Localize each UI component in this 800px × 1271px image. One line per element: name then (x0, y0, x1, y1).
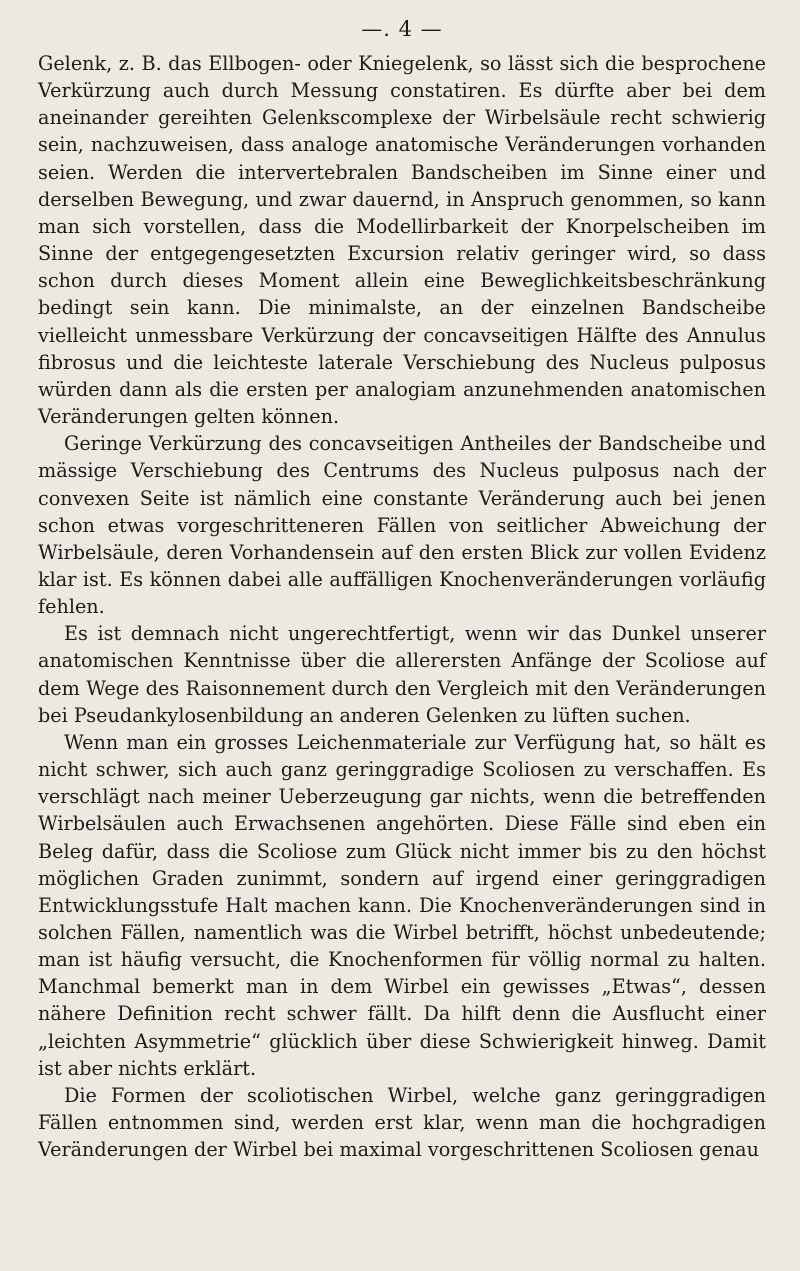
paragraph-5: Die Formen der scoliotischen Wirbel, welche ganz geringgradigen Fällen entnommen sind, werden erst klar, wenn man die hochgradigen Veränderungen der Wirbel bei maximal vorgeschrittenen Scoliosen genau (38, 1083, 766, 1162)
paragraph-3: Es ist demnach nicht ungerechtfertigt, wenn wir das Dunkel unserer anatomischen Kenntnisse über die allerersten Anfänge der Scoliose auf dem Wege des Raisonnement durch den Vergleich mit den Veränderungen bei Pseudankylosenbildung an anderen Gelenken zu lüften suchen. (38, 622, 766, 727)
page-number: —. 4 — (361, 17, 443, 41)
paragraph-2: Geringe Verkürzung des concavseitigen Antheiles der Bandscheibe und mässige Verschiebung des Centrums des Nucleus pulposus nach der convexen Seite ist nämlich eine constante Veränderung auch bei jenen schon etwas vorgeschritteneren Fällen von seitlicher Abweichung der Wirbelsäule, deren Vorhandensein auf den ersten Blick zur vollen Evidenz klar ist. Es können dabei alle auffälligen Knochenveränderungen vorläufig fehlen. (38, 432, 766, 619)
body-text (38, 50, 766, 1163)
paragraph-1: Gelenk, z. B. das Ellbogen- oder Kniegelenk, so lässt sich die besprochene Verkürzung auch durch Messung constatiren. Es dürfte aber bei dem aneinander gereihten Gelenkscomplexe der Wirbelsäule recht schwierig sein, nachzuweisen, dass analoge anatomische Veränderungen vorhanden seien. Werden die intervertebralen Bandscheiben im Sinne einer und derselben Bewegung, und zwar dauernd, in Anspruch genommen, so kann man sich vorstellen, dass die Modellirbarkeit der Knorpelscheiben im Sinne der entgegengesetzten Excursion relativ geringer wird, so dass schon durch dieses Moment allein eine Beweglichkeitsbeschränkung bedingt sein kann. Die minimalste, an der einzelnen Bandscheibe vielleicht unmessbare Verkürzung der concavseitigen Hälfte des Annulus fibrosus und die leichteste laterale Verschiebung des Nucleus pulposus würden dann als die ersten per analogiam anzunehmenden anatomischen Veränderungen gelten können. (38, 52, 766, 429)
paragraph-4: Wenn man ein grosses Leichenmateriale zur Verfügung hat, so hält es nicht schwer, sich auch ganz geringgradige Scoliosen zu verschaffen. Es verschlägt nach meiner Ueberzeugung gar nichts, wenn die betreffenden Wirbelsäulen auch Erwachsenen angehörten. Diese Fälle sind eben ein Beleg dafür, dass die Scoliose zum Glück nicht immer bis zu den höchst möglichen Graden zunimmt, sondern auf irgend einer geringgradigen Entwicklungsstufe Halt machen kann. Die Knochenveränderungen sind in solchen Fällen, namentlich was die Wirbel betrifft, höchst unbedeutende; man ist häufig versucht, die Knochenformen für völlig normal zu halten. Manchmal bemerkt man in dem Wirbel ein gewisses „Etwas“, dessen nähere Definition recht schwer fällt. Da hilft denn die Ausflucht einer „leichten Asymmetrie“ glücklich über diese Schwierigkeit hinweg. Damit ist aber nichts erklärt. (38, 730, 766, 1080)
